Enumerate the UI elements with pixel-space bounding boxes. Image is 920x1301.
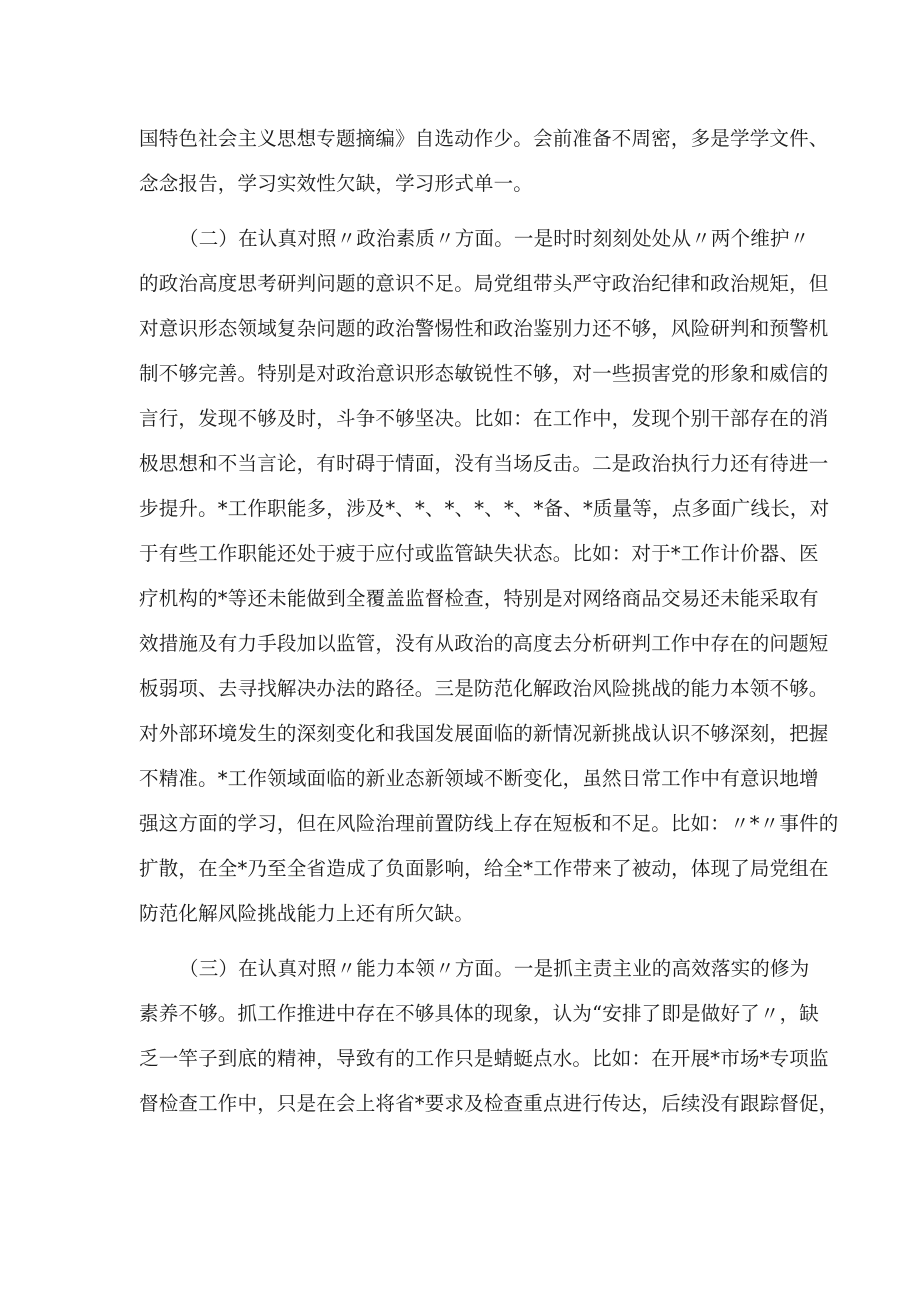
text-line: 念念报告，学习实效性欠缺，学习形式单一。 [139, 172, 534, 195]
text-line: 步提升。*工作职能多，涉及*、*、*、*、*、*备、*质量等，点多面广线长，对 [139, 497, 830, 520]
text-line: 言行，发现不够及时，斗争不够坚决。比如：在工作中，发现个别干部存在的消 [139, 407, 829, 430]
text-line: 制不够完善。特别是对政治意识形态敏锐性不够，对一些损害党的形象和威信的 [139, 362, 829, 385]
text-line: 扩散，在全*乃至全省造成了负面影响，给全*工作带来了被动，体现了局党组在 [139, 857, 829, 880]
paragraph-heading-2: （二）在认真对照〃政治素质〃方面。一是时时刻刻处处从〃两个维护〃 [179, 227, 810, 250]
text-line: 的政治高度思考研判问题的意识不足。局党组带头严守政治纪律和政治规矩，但 [139, 272, 829, 295]
text-line: 国特色社会主义思想专题摘编》自选动作少。会前准备不周密，多是学学文件、 [139, 127, 829, 150]
text-line: 对外部环境发生的深刻变化和我国发展面临的新情况新挑战认识不够深刻，把握 [139, 722, 829, 745]
text-line: 不精准。*工作领域面临的新业态新领域不断变化，虽然日常工作中有意识地增 [139, 767, 819, 790]
text-line: 板弱项、去寻找解决办法的路径。三是防范化解政治风险挑战的能力本领不够。 [139, 677, 829, 700]
text-line: 督检查工作中，只是在会上将省*要求及检查重点进行传达，后续没有跟踪督促， [139, 1092, 839, 1115]
paragraph-heading-3: （三）在认真对照〃能力本领〃方面。一是抓主责主业的高效落实的修为 [179, 957, 810, 980]
text-line: 素养不够。抓工作推进中存在不够具体的现象，认为“安排了即是做好了〃，缺 [139, 1002, 819, 1025]
text-line: 防范化解风险挑战能力上还有所欠缺。 [139, 902, 474, 925]
text-line: 极思想和不当言论，有时碍于情面，没有当场反击。二是政治执行力还有待进一 [139, 452, 829, 475]
text-line: 对意识形态领域复杂问题的政治警惕性和政治鉴别力还不够，风险研判和预警机 [139, 317, 829, 340]
text-line: 乏一竿子到底的精神，导致有的工作只是蜻蜓点水。比如：在开展*市场*专项监 [139, 1047, 829, 1070]
text-line: 于有些工作职能还处于疲于应付或监管缺失状态。比如：对于*工作计价器、医 [139, 542, 819, 565]
text-line: 强这方面的学习，但在风险治理前置防线上存在短板和不足。比如：〃*〃事件的 [139, 812, 839, 835]
text-line: 疗机构的*等还未能做到全覆盖监督检查，特别是对网络商品交易还未能采取有 [139, 587, 819, 610]
text-line: 效措施及有力手段加以监管，没有从政治的高度去分析研判工作中存在的问题短 [139, 632, 829, 655]
